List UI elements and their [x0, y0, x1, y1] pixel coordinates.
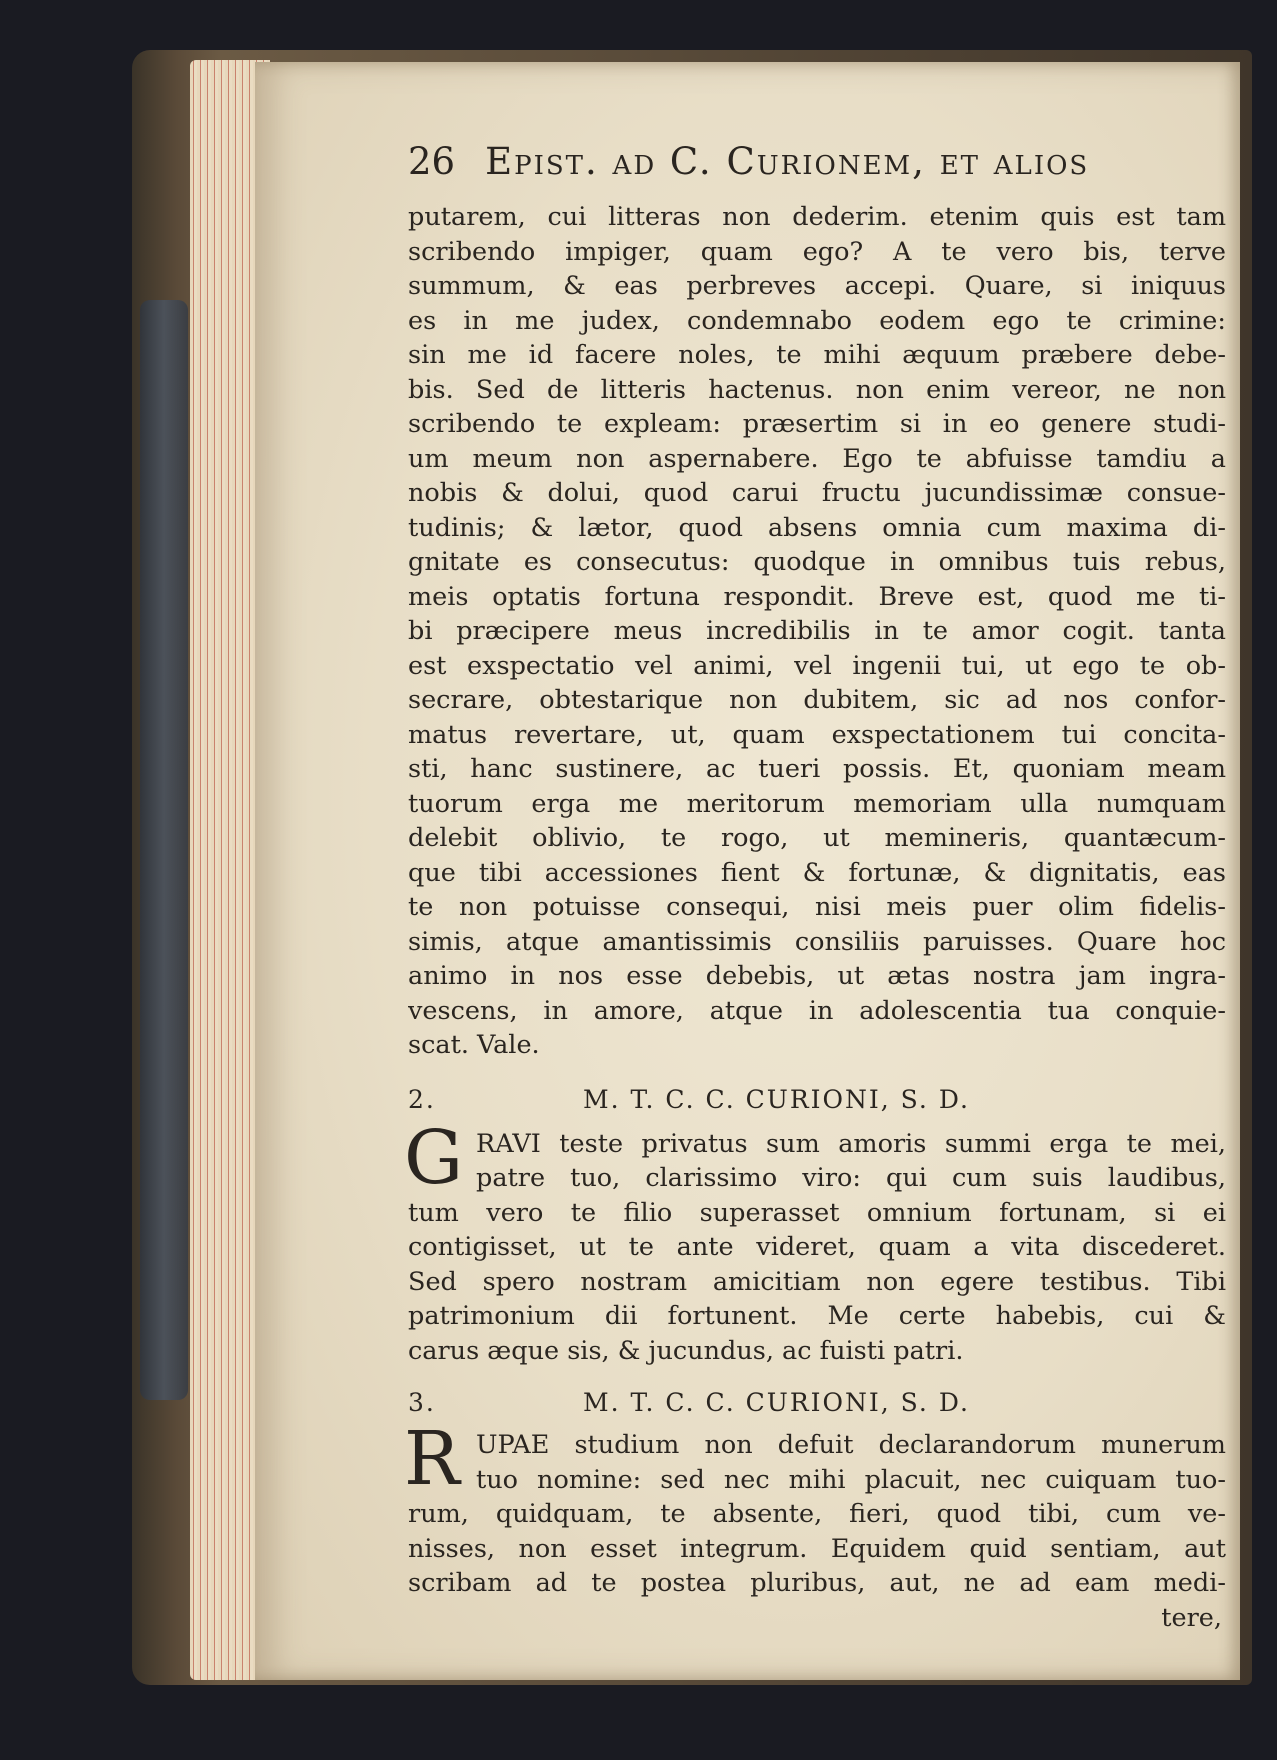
text-line: simis, atque amantissimis consiliis paruisses. Quare hoc [408, 926, 1226, 957]
letter-number: 2. [408, 1084, 436, 1114]
letter-3-heading [408, 1388, 1226, 1428]
text-line: UPAE studium non defuit declarandorum munerum [476, 1430, 1226, 1460]
text-line: matus revertare, ut, quam exspectationem tui concita- [408, 719, 1226, 750]
text-line: sin me id facere noles, te mihi æquum præbere debe- [408, 340, 1226, 370]
text-line: sti, hanc sustinere, ac tueri possis. Et, quoniam meam [408, 754, 1226, 784]
text-line: te non potuisse consequi, nisi meis puer olim fidelis- [408, 892, 1226, 922]
drop-cap: R [404, 1416, 460, 1502]
page-number: 26 [408, 140, 456, 183]
text-line: delebit oblivio, te rogo, ut memineris, quantæcum- [408, 823, 1226, 853]
text-line: nisses, non esset integrum. Equidem quid sentiam, aut [408, 1533, 1226, 1564]
letter-salutation: M. T. C. C. CURIONI, S. D. [583, 1388, 970, 1417]
text-line: rum, quidquam, te absente, fieri, quod tibi, cum ve- [408, 1499, 1226, 1529]
text-line: tuo nomine: sed nec mihi placuit, nec cuiquam tuo- [476, 1464, 1226, 1495]
text-line: gnitate es consecutus: quodque in omnibus tuis rebus, [408, 547, 1226, 577]
text-line: scribendo te expleam: præsertim si in eo genere studi- [408, 409, 1226, 439]
catchword: tere, [1161, 1602, 1222, 1633]
binding-edge [140, 300, 188, 1400]
text-line: scribam ad te postea pluribus, aut, ne ad eam medi- [408, 1568, 1226, 1598]
text-line: tuorum erga me meritorum memoriam ulla numquam [408, 788, 1226, 819]
text-line: secrare, obtestarique non dubitem, sic ad nos confor- [408, 685, 1226, 715]
text-line: bis. Sed de litteris hactenus. non enim vereor, ne non [408, 374, 1226, 405]
text-line: patrimonium dii fortunent. Me certe habebis, cui & [408, 1301, 1226, 1331]
text-line: um meum non aspernabere. Ego te abfuisse tamdiu a [408, 443, 1226, 474]
letter-2-heading [408, 1085, 1226, 1127]
letter-3-body [404, 1416, 1226, 1635]
text-line: scat. Vale. [408, 1030, 540, 1060]
letter-2-body [404, 1114, 1226, 1369]
text-line: tum vero te filio superasset omnium fortunam, si ei [408, 1197, 1226, 1228]
text-line: patre tuo, clarissimo viro: qui cum suis laudibus, [476, 1163, 1226, 1193]
text-line: RAVI teste privatus sum amoris summi erga te mei, [476, 1128, 1226, 1159]
drop-cap: G [404, 1114, 464, 1201]
text-line: nobis & dolui, quod carui fructu jucundissimæ consue- [408, 478, 1226, 508]
letter-number: 3. [408, 1388, 436, 1417]
text-line: summum, & eas perbreves accepi. Quare, si iniquus [408, 271, 1226, 301]
running-header [408, 140, 1226, 200]
text-line: contigisset, ut te ante videret, quam a vita discederet. [408, 1232, 1226, 1262]
text-line: Sed spero nostram amicitiam non egere testibus. Tibi [408, 1266, 1226, 1297]
page-text [404, 140, 1226, 1635]
text-line: bi præcipere meus incredibilis in te amor cogit. tanta [408, 616, 1226, 646]
text-line: carus æque sis, & jucundus, ac fuisti patri. [408, 1335, 964, 1366]
letter-1-body [408, 200, 1226, 1063]
text-line: scribendo impiger, quam ego? A te vero bis, terve [408, 236, 1226, 267]
text-line: putarem, cui litteras non dederim. etenim quis est tam [408, 202, 1226, 232]
text-line: es in me judex, condemnabo eodem ego te crimine: [408, 305, 1226, 336]
running-head: Epist. ad C. Curionem, et alios [485, 140, 1090, 183]
text-line: vescens, in amore, atque in adolescentia tua conquie- [408, 995, 1226, 1026]
letter-salutation: M. T. C. C. CURIONI, S. D. [583, 1084, 970, 1114]
text-line: est exspectatio vel animi, vel ingenii tui, ut ego te ob- [408, 650, 1226, 681]
text-line: animo in nos esse debebis, ut ætas nostra jam ingra- [408, 961, 1226, 991]
text-line: tudinis; & lætor, quod absens omnia cum maxima di- [408, 512, 1226, 543]
text-line: meis optatis fortuna respondit. Breve est, quod me ti- [408, 581, 1226, 612]
text-line: que tibi accessiones fient & fortunæ, & dignitatis, eas [408, 857, 1226, 888]
